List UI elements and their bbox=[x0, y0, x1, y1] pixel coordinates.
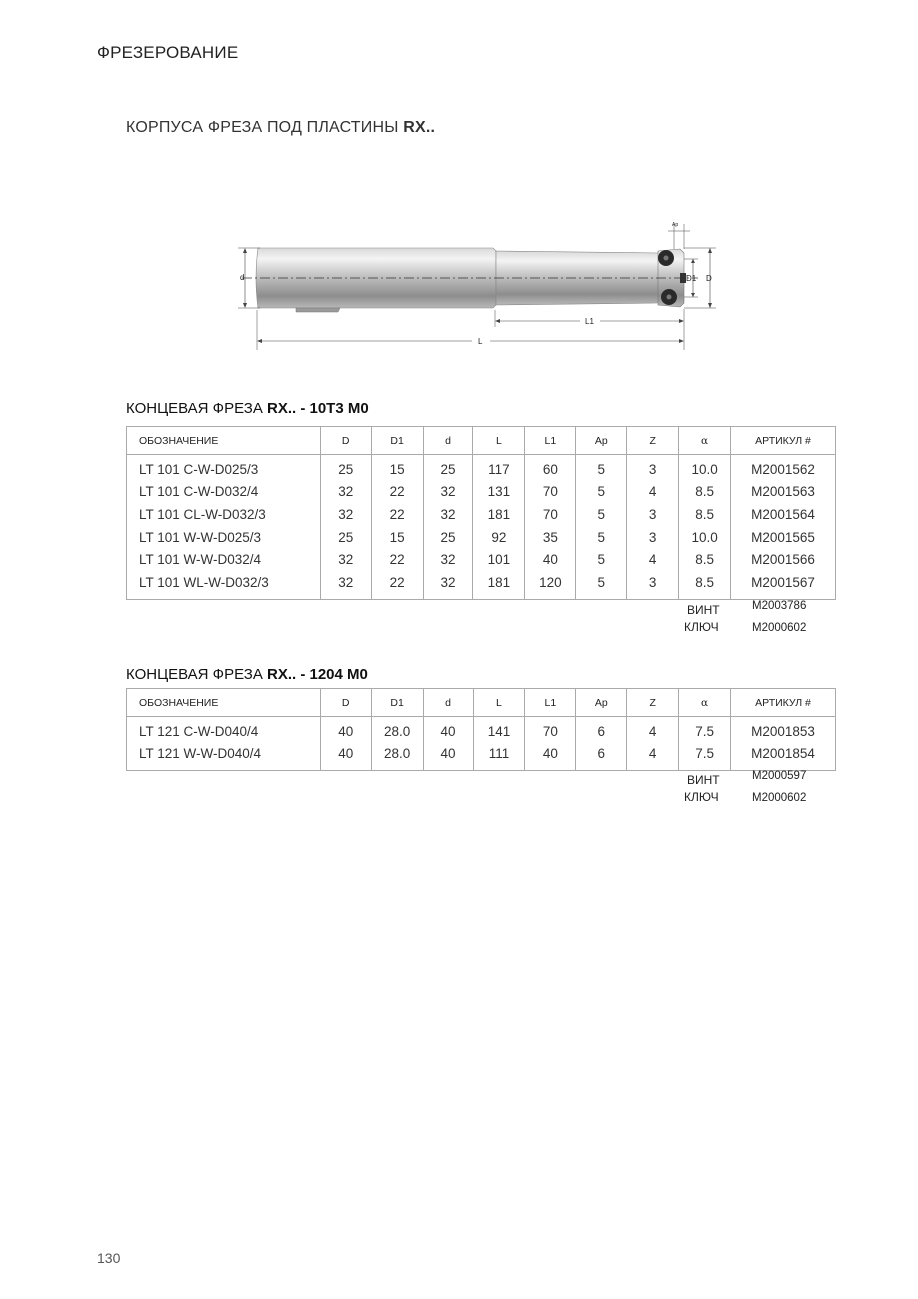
col-D: D bbox=[320, 427, 371, 455]
col-L: L bbox=[473, 689, 525, 717]
cell-Z: 4 bbox=[627, 481, 679, 504]
cell-designation: LT 101 C-W-D032/4 bbox=[127, 481, 321, 504]
cell-alpha: 8.5 bbox=[679, 548, 731, 571]
col-L1: L1 bbox=[525, 689, 576, 717]
table1-title-text: КОНЦЕВАЯ ФРЕЗА bbox=[126, 400, 267, 417]
cell-Z: 4 bbox=[627, 743, 679, 771]
table2-body bbox=[127, 717, 836, 771]
cell-Ap: 5 bbox=[576, 481, 627, 504]
table1-title bbox=[126, 400, 369, 417]
col-alpha: α bbox=[679, 689, 731, 717]
cell-article: M2001562 bbox=[731, 455, 836, 481]
cell-alpha: 7.5 bbox=[679, 743, 731, 771]
dim-l: L bbox=[478, 337, 483, 346]
table1-header bbox=[127, 427, 836, 455]
cell-designation: LT 101 CL-W-D032/3 bbox=[127, 503, 321, 526]
cell-L: 181 bbox=[473, 571, 525, 599]
cell-designation: LT 101 WL-W-D032/3 bbox=[127, 571, 321, 599]
cell-D: 25 bbox=[320, 455, 371, 481]
cell-D1: 22 bbox=[371, 481, 423, 504]
cell-D: 32 bbox=[320, 503, 371, 526]
cell-d: 25 bbox=[423, 455, 473, 481]
dim-D: D bbox=[706, 274, 712, 283]
cell-designation: LT 101 W-W-D032/4 bbox=[127, 548, 321, 571]
cell-article: M2001567 bbox=[731, 571, 836, 599]
col-article: АРТИКУЛ # bbox=[731, 427, 836, 455]
cell-Z: 4 bbox=[627, 717, 679, 743]
cell-D: 32 bbox=[320, 548, 371, 571]
cell-d: 40 bbox=[423, 717, 473, 743]
cell-d: 32 bbox=[423, 571, 473, 599]
cell-L1: 40 bbox=[525, 548, 576, 571]
page-title-text: КОРПУСА ФРЕЗА ПОД ПЛАСТИНЫ bbox=[126, 119, 404, 136]
cell-Ap: 5 bbox=[576, 455, 627, 481]
dim-l1: L1 bbox=[585, 317, 594, 326]
cell-D1: 28.0 bbox=[371, 717, 423, 743]
cell-L: 101 bbox=[473, 548, 525, 571]
col-d: d bbox=[423, 689, 473, 717]
cell-Ap: 5 bbox=[576, 503, 627, 526]
cell-alpha: 8.5 bbox=[679, 503, 731, 526]
cell-D: 32 bbox=[320, 481, 371, 504]
cell-L: 117 bbox=[473, 455, 525, 481]
col-Z: Z bbox=[627, 427, 679, 455]
table-row bbox=[127, 455, 836, 481]
cell-Ap: 6 bbox=[576, 717, 627, 743]
cell-D: 40 bbox=[320, 717, 371, 743]
table1-screw-label: ВИНТ bbox=[687, 603, 720, 617]
end-mill-drawing bbox=[228, 215, 728, 355]
table-row bbox=[127, 717, 836, 743]
page-title bbox=[126, 119, 435, 137]
cell-D: 40 bbox=[320, 743, 371, 771]
cell-L1: 70 bbox=[525, 503, 576, 526]
cell-designation: LT 101 C-W-D025/3 bbox=[127, 455, 321, 481]
cell-article: M2001853 bbox=[731, 717, 836, 743]
page-number: 130 bbox=[97, 1250, 121, 1266]
table1-screw-code: M2003786 bbox=[752, 600, 807, 612]
cell-alpha: 10.0 bbox=[679, 526, 731, 549]
dim-d: d bbox=[240, 273, 245, 282]
cell-L1: 120 bbox=[525, 571, 576, 599]
col-D1: D1 bbox=[371, 427, 423, 455]
col-article: АРТИКУЛ # bbox=[731, 689, 836, 717]
cell-L1: 40 bbox=[525, 743, 576, 771]
cell-alpha: 7.5 bbox=[679, 717, 731, 743]
cell-L1: 35 bbox=[525, 526, 576, 549]
table-row bbox=[127, 548, 836, 571]
cell-Z: 3 bbox=[627, 455, 679, 481]
cell-article: M2001564 bbox=[731, 503, 836, 526]
cell-article: M2001565 bbox=[731, 526, 836, 549]
dim-d1: D1 bbox=[686, 274, 697, 283]
cell-D: 25 bbox=[320, 526, 371, 549]
cell-L: 141 bbox=[473, 717, 525, 743]
table-row bbox=[127, 481, 836, 504]
cell-L1: 70 bbox=[525, 481, 576, 504]
col-Ap: Ap bbox=[576, 427, 627, 455]
cell-alpha: 8.5 bbox=[679, 571, 731, 599]
cell-L1: 60 bbox=[525, 455, 576, 481]
col-designation: ОБОЗНАЧЕНИЕ bbox=[127, 689, 321, 717]
table2-key-code: M2000602 bbox=[752, 792, 807, 804]
cell-D: 32 bbox=[320, 571, 371, 599]
table2 bbox=[126, 688, 836, 771]
col-L1: L1 bbox=[525, 427, 576, 455]
cell-article: M2001854 bbox=[731, 743, 836, 771]
col-D: D bbox=[320, 689, 371, 717]
table-row bbox=[127, 743, 836, 771]
cell-designation: LT 121 W-W-D040/4 bbox=[127, 743, 321, 771]
cell-d: 25 bbox=[423, 526, 473, 549]
cell-Ap: 6 bbox=[576, 743, 627, 771]
cell-d: 32 bbox=[423, 548, 473, 571]
dim-ap: Ap bbox=[672, 222, 679, 228]
cell-L1: 70 bbox=[525, 717, 576, 743]
col-D1: D1 bbox=[371, 689, 423, 717]
cell-L: 92 bbox=[473, 526, 525, 549]
table1-title-bold: RX.. - 10T3 M0 bbox=[267, 400, 369, 417]
cell-article: M2001563 bbox=[731, 481, 836, 504]
table-row bbox=[127, 503, 836, 526]
cell-L: 131 bbox=[473, 481, 525, 504]
cell-article: M2001566 bbox=[731, 548, 836, 571]
cell-alpha: 8.5 bbox=[679, 481, 731, 504]
col-Ap: Ap bbox=[576, 689, 627, 717]
table1 bbox=[126, 426, 836, 600]
cell-d: 40 bbox=[423, 743, 473, 771]
table2-title bbox=[126, 666, 368, 683]
cell-designation: LT 101 W-W-D025/3 bbox=[127, 526, 321, 549]
cell-D1: 28.0 bbox=[371, 743, 423, 771]
cell-Z: 3 bbox=[627, 503, 679, 526]
cell-Ap: 5 bbox=[576, 526, 627, 549]
section-label: ФРЕЗЕРОВАНИЕ bbox=[97, 43, 239, 62]
table1-key-label: КЛЮЧ bbox=[684, 620, 719, 634]
cell-Z: 3 bbox=[627, 526, 679, 549]
table2-screw-label: ВИНТ bbox=[687, 773, 720, 787]
col-d: d bbox=[423, 427, 473, 455]
table2-key-label: КЛЮЧ bbox=[684, 790, 719, 804]
page-title-bold: RX.. bbox=[403, 119, 436, 136]
cell-D1: 22 bbox=[371, 571, 423, 599]
cell-d: 32 bbox=[423, 503, 473, 526]
table2-header bbox=[127, 689, 836, 717]
col-L: L bbox=[473, 427, 525, 455]
col-Z: Z bbox=[627, 689, 679, 717]
cell-alpha: 10.0 bbox=[679, 455, 731, 481]
cell-L: 181 bbox=[473, 503, 525, 526]
table2-screw-code: M2000597 bbox=[752, 770, 807, 782]
cell-designation: LT 121 C-W-D040/4 bbox=[127, 717, 321, 743]
shank-flat bbox=[296, 308, 340, 312]
cell-Ap: 5 bbox=[576, 571, 627, 599]
table2-title-bold: RX.. - 1204 M0 bbox=[267, 666, 368, 683]
cell-Z: 4 bbox=[627, 548, 679, 571]
cell-D1: 15 bbox=[371, 455, 423, 481]
table1-body bbox=[127, 455, 836, 600]
table2-title-text: КОНЦЕВАЯ ФРЕЗА bbox=[126, 666, 267, 683]
cell-D1: 15 bbox=[371, 526, 423, 549]
table-row bbox=[127, 571, 836, 599]
col-alpha: α bbox=[679, 427, 731, 455]
cell-D1: 22 bbox=[371, 548, 423, 571]
cell-Z: 3 bbox=[627, 571, 679, 599]
table1-key-code: M2000602 bbox=[752, 622, 807, 634]
cell-D1: 22 bbox=[371, 503, 423, 526]
cell-d: 32 bbox=[423, 481, 473, 504]
cell-Ap: 5 bbox=[576, 548, 627, 571]
col-designation: ОБОЗНАЧЕНИЕ bbox=[127, 427, 321, 455]
table-row bbox=[127, 526, 836, 549]
cell-L: 111 bbox=[473, 743, 525, 771]
